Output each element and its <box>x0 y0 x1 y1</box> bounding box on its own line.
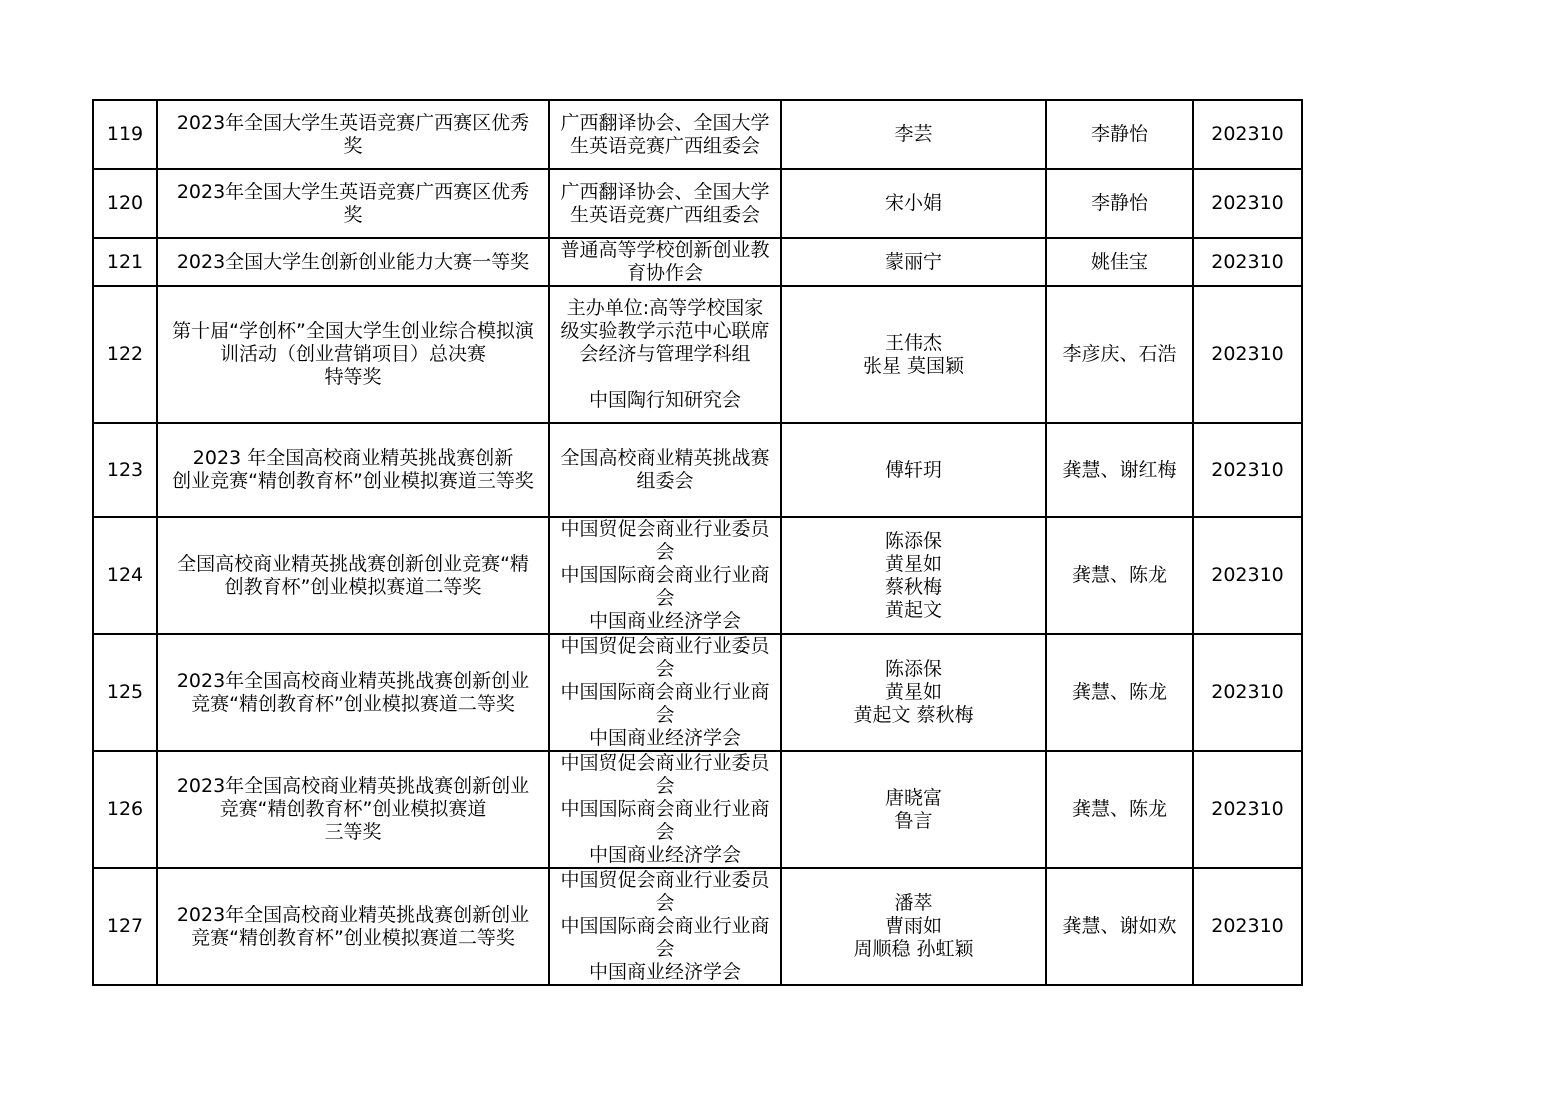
cell-date: 202310 <box>1193 286 1302 423</box>
cell-number: 120 <box>93 169 157 238</box>
cell-organizer: 中国贸促会商业行业委员 会 中国国际商会商业行业商 会 中国商业经济学会 <box>549 868 781 985</box>
cell-teachers: 龚慧、谢如欢 <box>1046 868 1193 985</box>
cell-teachers: 姚佳宝 <box>1046 238 1193 286</box>
table-row <box>93 238 1302 286</box>
cell-students: 李芸 <box>781 100 1046 169</box>
cell-students: 王伟杰 张星 莫国颖 <box>781 286 1046 423</box>
cell-students: 傅轩玥 <box>781 423 1046 517</box>
cell-teachers: 龚慧、陈龙 <box>1046 517 1193 634</box>
cell-award-name: 2023全国大学生创新创业能力大赛一等奖 <box>157 238 549 286</box>
cell-teachers: 李静怡 <box>1046 169 1193 238</box>
cell-award-name: 2023年全国高校商业精英挑战赛创新创业 竞赛“精创教育杯”创业模拟赛道 三等奖 <box>157 751 549 868</box>
table-row <box>93 423 1302 517</box>
cell-teachers: 李彦庆、石浩 <box>1046 286 1193 423</box>
cell-students: 陈添保 黄星如 黄起文 蔡秋梅 <box>781 634 1046 751</box>
cell-organizer: 全国高校商业精英挑战赛 组委会 <box>549 423 781 517</box>
cell-date: 202310 <box>1193 751 1302 868</box>
cell-organizer: 广西翻译协会、全国大学 生英语竞赛广西组委会 <box>549 169 781 238</box>
cell-organizer: 主办单位:高等学校国家 级实验教学示范中心联席 会经济与管理学科组 中国陶行知研究会 <box>549 286 781 423</box>
table-row <box>93 169 1302 238</box>
cell-number: 124 <box>93 517 157 634</box>
table-row <box>93 868 1302 985</box>
cell-award-name: 第十届“学创杯”全国大学生创业综合模拟演 训活动（创业营销项目）总决赛 特等奖 <box>157 286 549 423</box>
cell-organizer: 中国贸促会商业行业委员 会 中国国际商会商业行业商 会 中国商业经济学会 <box>549 751 781 868</box>
cell-organizer: 广西翻译协会、全国大学 生英语竞赛广西组委会 <box>549 100 781 169</box>
cell-award-name: 2023年全国大学生英语竞赛广西赛区优秀 奖 <box>157 100 549 169</box>
cell-students: 潘萃 曹雨如 周顺稳 孙虹颖 <box>781 868 1046 985</box>
cell-teachers: 龚慧、陈龙 <box>1046 751 1193 868</box>
cell-organizer: 中国贸促会商业行业委员 会 中国国际商会商业行业商 会 中国商业经济学会 <box>549 517 781 634</box>
table-row <box>93 517 1302 634</box>
cell-teachers: 李静怡 <box>1046 100 1193 169</box>
cell-number: 119 <box>93 100 157 169</box>
cell-date: 202310 <box>1193 517 1302 634</box>
cell-students: 陈添保 黄星如 蔡秋梅 黄起文 <box>781 517 1046 634</box>
cell-students: 蒙丽宁 <box>781 238 1046 286</box>
cell-number: 122 <box>93 286 157 423</box>
cell-award-name: 2023年全国高校商业精英挑战赛创新创业 竞赛“精创教育杯”创业模拟赛道二等奖 <box>157 868 549 985</box>
cell-organizer: 普通高等学校创新创业教 育协作会 <box>549 238 781 286</box>
awards-table <box>92 99 1303 986</box>
table-row <box>93 286 1302 423</box>
cell-number: 127 <box>93 868 157 985</box>
cell-date: 202310 <box>1193 169 1302 238</box>
table-row <box>93 634 1302 751</box>
cell-date: 202310 <box>1193 100 1302 169</box>
table-row <box>93 751 1302 868</box>
cell-number: 125 <box>93 634 157 751</box>
table-row <box>93 100 1302 169</box>
cell-number: 123 <box>93 423 157 517</box>
cell-students: 唐晓富 鲁言 <box>781 751 1046 868</box>
cell-award-name: 2023年全国高校商业精英挑战赛创新创业 竞赛“精创教育杯”创业模拟赛道二等奖 <box>157 634 549 751</box>
cell-organizer: 中国贸促会商业行业委员 会 中国国际商会商业行业商 会 中国商业经济学会 <box>549 634 781 751</box>
cell-award-name: 全国高校商业精英挑战赛创新创业竞赛“精 创教育杯”创业模拟赛道二等奖 <box>157 517 549 634</box>
cell-date: 202310 <box>1193 868 1302 985</box>
cell-number: 121 <box>93 238 157 286</box>
cell-date: 202310 <box>1193 238 1302 286</box>
cell-date: 202310 <box>1193 634 1302 751</box>
cell-award-name: 2023年全国大学生英语竞赛广西赛区优秀 奖 <box>157 169 549 238</box>
cell-award-name: 2023 年全国高校商业精英挑战赛创新 创业竞赛“精创教育杯”创业模拟赛道三等奖 <box>157 423 549 517</box>
cell-teachers: 龚慧、谢红梅 <box>1046 423 1193 517</box>
cell-students: 宋小娟 <box>781 169 1046 238</box>
cell-date: 202310 <box>1193 423 1302 517</box>
cell-number: 126 <box>93 751 157 868</box>
cell-teachers: 龚慧、陈龙 <box>1046 634 1193 751</box>
